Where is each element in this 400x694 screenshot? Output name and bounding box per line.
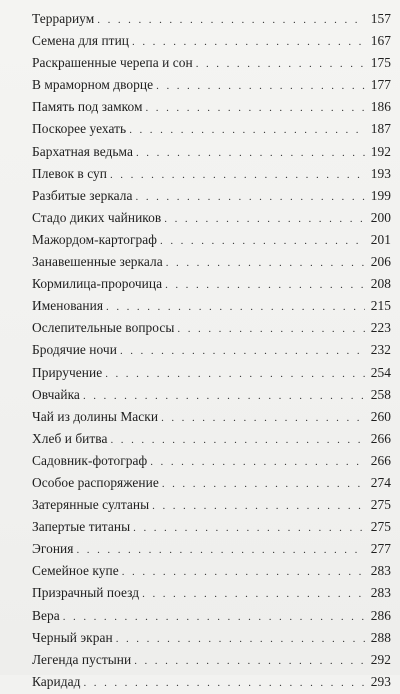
toc-entry [32, 74, 391, 96]
dot-leader [146, 97, 366, 119]
toc-entry [32, 273, 391, 295]
dot-leader [160, 230, 365, 252]
dot-leader [83, 385, 365, 407]
toc-entry [32, 472, 391, 494]
toc-entry-title: Именования [32, 298, 104, 314]
toc-entry-page: 254 [370, 364, 391, 380]
toc-entry [32, 538, 391, 560]
toc-entry-page: 266 [370, 430, 391, 446]
table-of-contents [32, 8, 391, 693]
toc-entry [32, 516, 391, 538]
toc-entry [32, 339, 391, 361]
dot-leader [97, 9, 365, 31]
toc-entry-title: Легенда пустыни [32, 651, 132, 667]
toc-entry-page: 260 [370, 408, 391, 424]
dot-leader [110, 164, 365, 186]
toc-entry-title: Хлеб и битва [32, 430, 108, 446]
dot-leader [63, 606, 365, 628]
dot-leader [132, 31, 365, 53]
toc-entry-title: Мажордом-картограф [32, 231, 158, 247]
dot-leader [161, 407, 365, 429]
toc-entry [32, 582, 391, 604]
toc-entry-title: Эгония [32, 541, 74, 557]
toc-entry-title: Плевок в суп [32, 165, 107, 181]
toc-entry-page: 208 [370, 276, 391, 292]
toc-entry [32, 118, 391, 140]
dot-leader [105, 363, 365, 385]
toc-entry-page: 199 [370, 187, 391, 203]
toc-entry-page: 157 [370, 11, 391, 26]
toc-entry-page: 177 [370, 77, 391, 93]
toc-entry-title: Вера [32, 607, 60, 623]
dot-leader [165, 274, 365, 296]
toc-entry-title: Ослепительные вопросы [32, 320, 175, 336]
toc-entry-page: 277 [370, 541, 391, 557]
toc-entry-page: 201 [370, 231, 391, 247]
toc-entry-page: 232 [370, 342, 391, 358]
toc-entry-page: 266 [370, 452, 391, 468]
toc-entry-page: 275 [370, 519, 391, 535]
dot-leader [162, 473, 365, 495]
toc-entry-title: Разбитые зеркала [32, 187, 133, 203]
toc-entry-title: Чай из долины Маски [32, 408, 159, 424]
dot-leader [166, 252, 365, 274]
toc-entry-title: Стадо диких чайников [32, 209, 162, 225]
toc-entry-title: Раскрашенные черепа и сон [32, 55, 193, 71]
toc-entry [32, 494, 391, 516]
toc-entry [32, 295, 391, 317]
toc-entry-title: Призрачный поезд [32, 585, 140, 601]
toc-entry-page: 258 [370, 386, 391, 402]
dot-leader [111, 429, 366, 451]
toc-entry-title: Память под замком [32, 99, 143, 115]
toc-entry-page: 192 [370, 143, 391, 159]
toc-entry [32, 52, 391, 74]
toc-entry-page: 223 [370, 320, 391, 336]
toc-entry-page: 167 [370, 33, 391, 49]
toc-entry-page: 215 [370, 298, 391, 314]
toc-entry [32, 229, 391, 251]
toc-entry-title: Террариум [32, 11, 95, 26]
toc-entry-title: Овчайка [32, 386, 80, 402]
toc-entry-page: 288 [370, 629, 391, 645]
toc-entry [32, 428, 391, 450]
toc-entry-page: 175 [370, 55, 391, 71]
toc-entry-title: Поскорее уехать [32, 121, 127, 137]
toc-entry-page: 293 [370, 673, 391, 689]
dot-leader [106, 296, 365, 318]
dot-leader [136, 142, 365, 164]
toc-entry-page: 206 [370, 254, 391, 270]
dot-leader [152, 495, 365, 517]
toc-entry-title: Приручение [32, 364, 103, 380]
toc-entry [32, 406, 391, 428]
toc-entry-title: Бродячие ночи [32, 342, 117, 358]
toc-entry [32, 163, 391, 185]
toc-entry-title: Занавешенные зеркала [32, 254, 163, 270]
dot-leader [177, 318, 365, 340]
dot-leader [116, 628, 365, 650]
toc-entry-title: Каридад [32, 673, 81, 689]
toc-entry-page: 274 [370, 474, 391, 490]
toc-entry-page: 200 [370, 209, 391, 225]
toc-entry [32, 317, 391, 339]
dot-leader [77, 539, 366, 561]
toc-entry-page: 283 [370, 563, 391, 579]
toc-entry [32, 185, 391, 207]
toc-entry [32, 30, 391, 52]
toc-entry-title: Черный экран [32, 629, 113, 645]
toc-entry [32, 362, 391, 384]
dot-leader [164, 208, 365, 230]
toc-entry-page: 193 [370, 165, 391, 181]
dot-leader [196, 53, 365, 75]
toc-entry-page: 286 [370, 607, 391, 623]
toc-entry [32, 627, 391, 649]
toc-entry-title: Семена для птиц [32, 33, 130, 49]
toc-entry-page: 292 [370, 651, 391, 667]
toc-entry-title: Бархатная ведьма [32, 143, 133, 159]
toc-entry-page: 275 [370, 497, 391, 513]
toc-entry-title: Садовник-фотограф [32, 452, 148, 468]
toc-entry-title: Запертые титаны [32, 519, 131, 535]
toc-entry-page: 283 [370, 585, 391, 601]
toc-entry-title: Затерянные султаны [32, 497, 150, 513]
toc-entry [32, 605, 391, 627]
toc-entry-title: Семейное купе [32, 563, 119, 579]
toc-entry [32, 251, 391, 273]
dot-leader [133, 517, 365, 539]
toc-entry-title: Кормилица-пророчица [32, 276, 163, 292]
toc-entry [32, 8, 391, 30]
toc-entry [32, 384, 391, 406]
dot-leader [136, 186, 365, 208]
dot-leader [142, 583, 365, 605]
dot-leader [156, 75, 365, 97]
dot-leader [134, 650, 365, 672]
toc-entry [32, 671, 391, 693]
toc-entry [32, 649, 391, 671]
dot-leader [120, 340, 365, 362]
toc-entry [32, 141, 391, 163]
dot-leader [122, 561, 365, 583]
dot-leader [83, 672, 365, 694]
toc-entry [32, 450, 391, 472]
toc-entry-title: Особое распоряжение [32, 474, 159, 490]
toc-entry-page: 186 [370, 99, 391, 115]
toc-entry [32, 96, 391, 118]
toc-entry [32, 207, 391, 229]
dot-leader [150, 451, 365, 473]
toc-entry [32, 560, 391, 582]
dot-leader [129, 119, 365, 141]
toc-entry-page: 187 [370, 121, 391, 137]
toc-entry-title: В мраморном дворце [32, 77, 154, 93]
